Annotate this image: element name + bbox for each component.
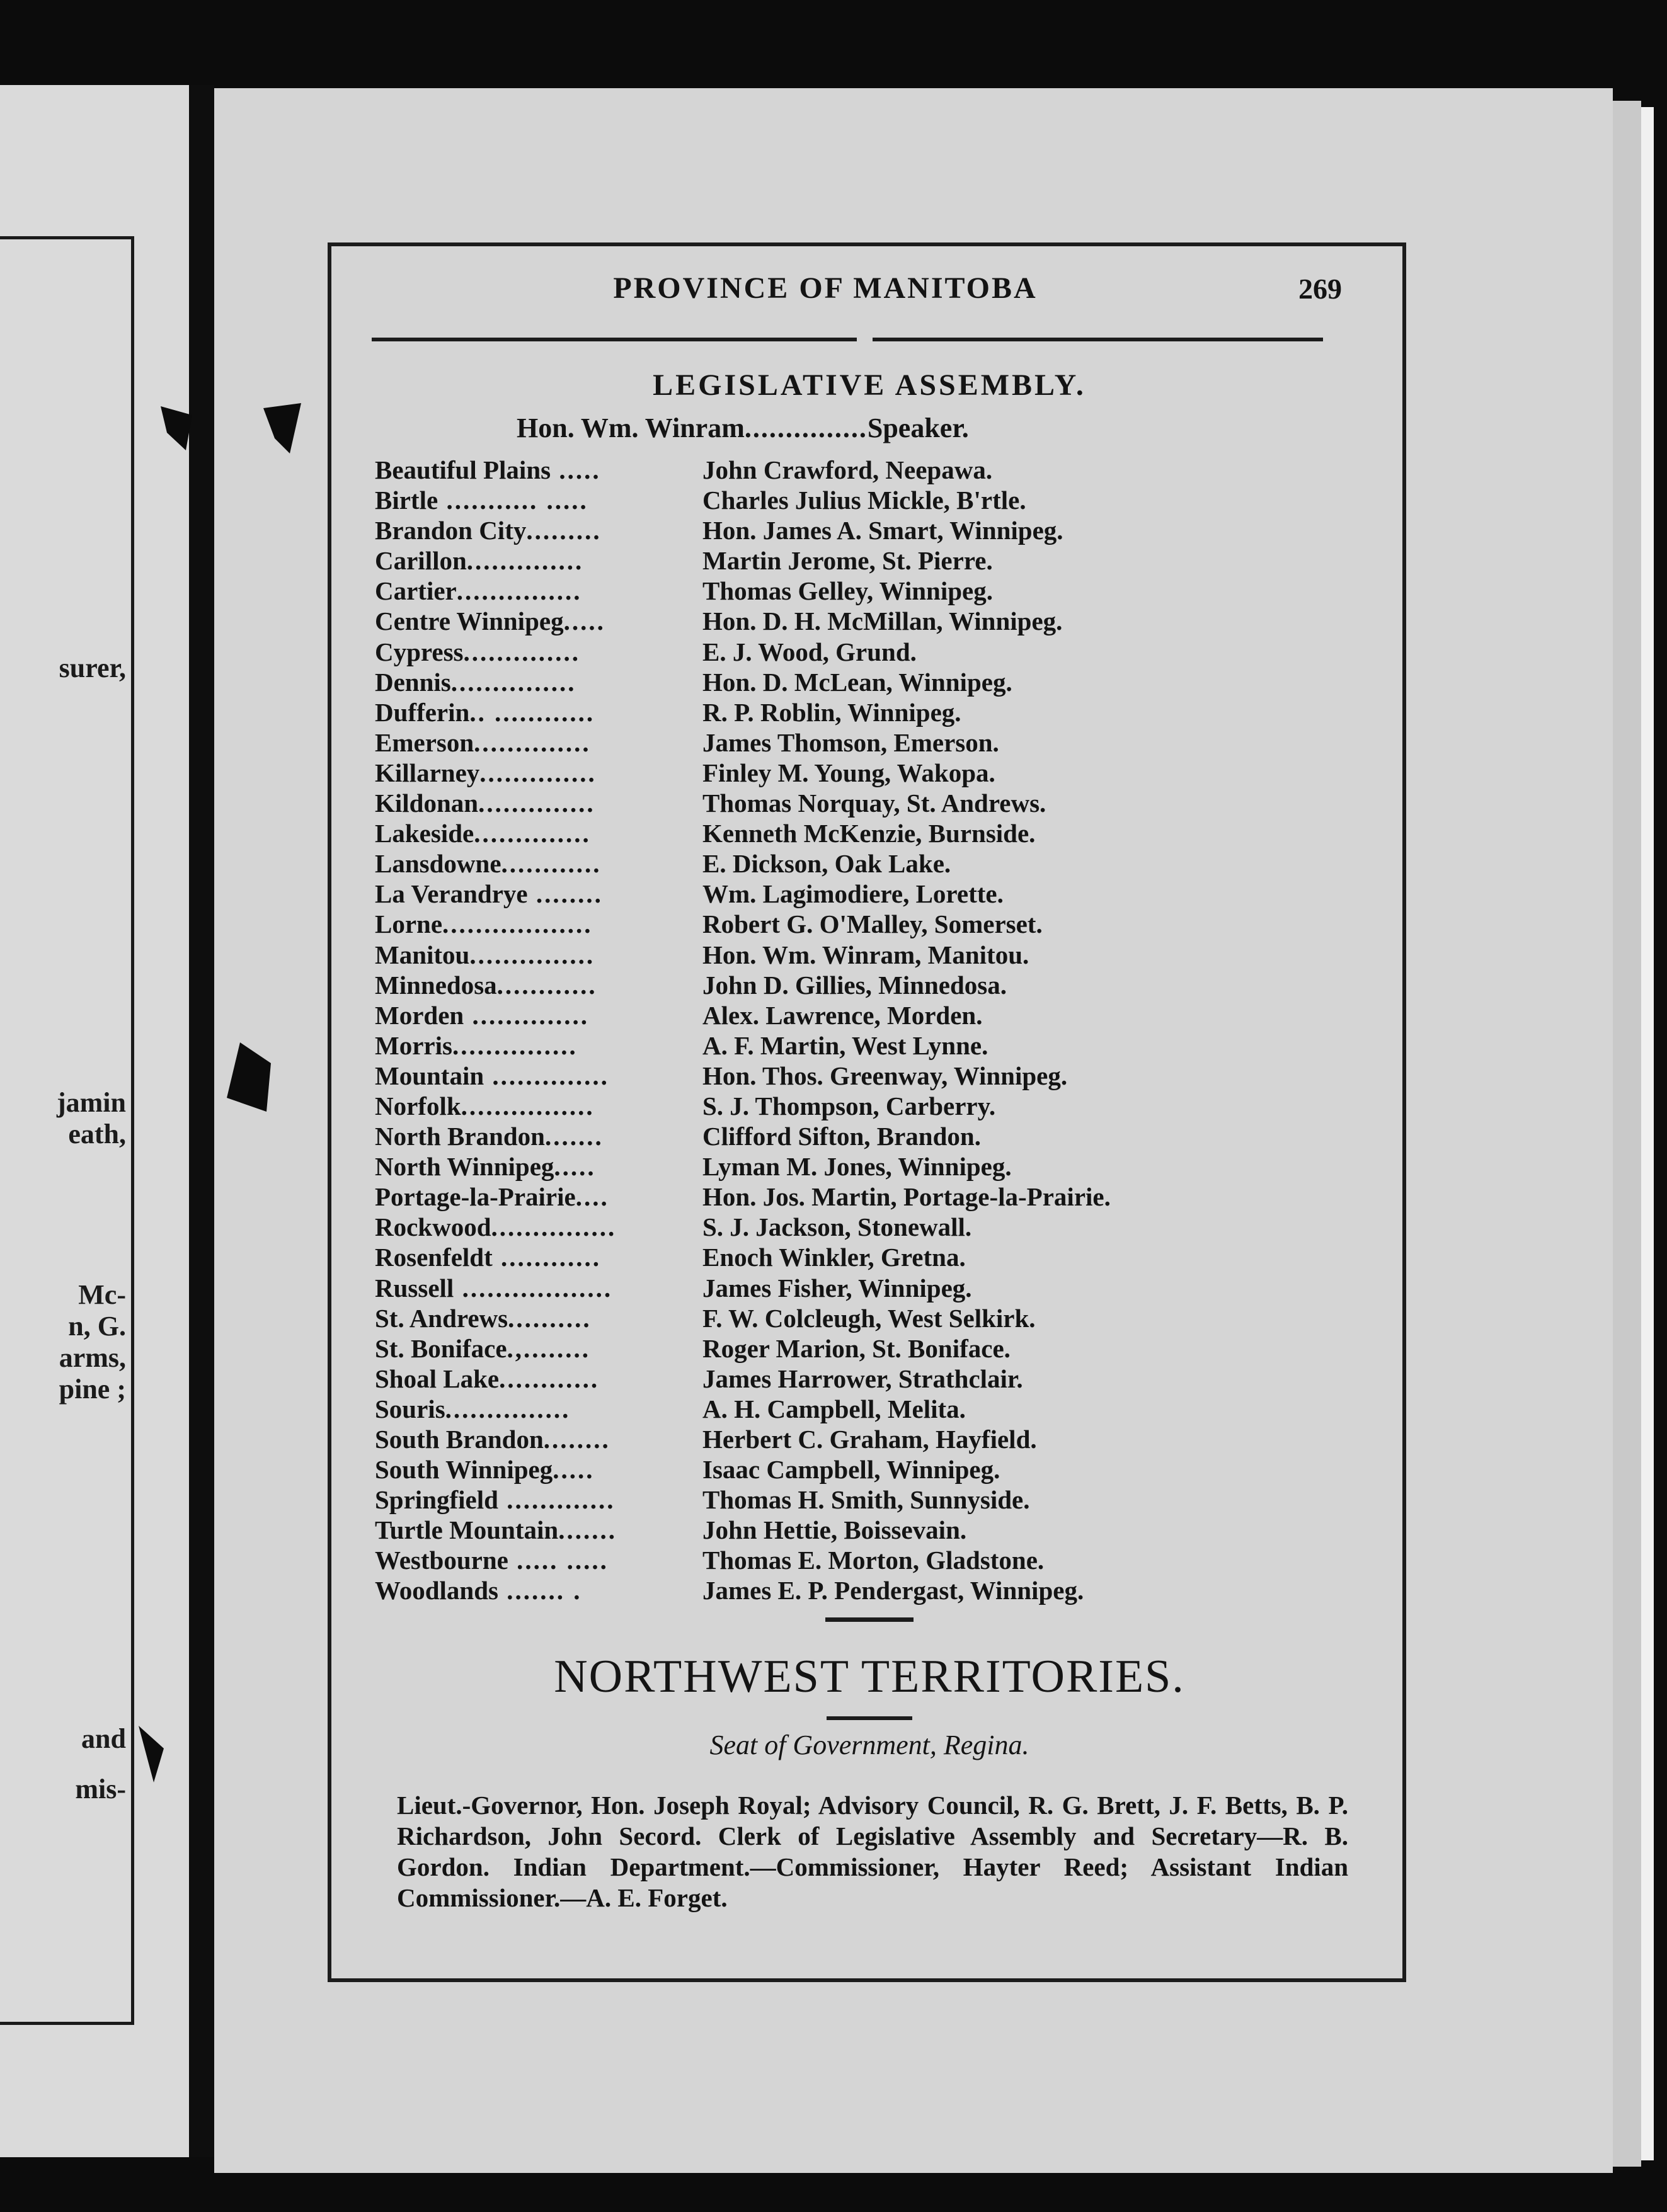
district-cell xyxy=(375,1030,702,1061)
district-name: Cypress xyxy=(375,637,464,666)
district-name: Birtle xyxy=(375,486,438,515)
leader-dots: .............. xyxy=(478,789,595,818)
leader-dots: ............... xyxy=(445,1394,571,1423)
facing-page-fragment: arms, xyxy=(59,1342,126,1373)
leader-dots: ............ xyxy=(496,970,597,1000)
leader-dots: .............. xyxy=(474,819,591,848)
page-edge-highlight xyxy=(1641,107,1654,2160)
leader-dots: .............. xyxy=(463,637,580,666)
member-row xyxy=(375,1424,1358,1454)
leader-dots: ............ xyxy=(492,1243,602,1272)
section-title: LEGISLATIVE ASSEMBLY. xyxy=(653,368,1086,402)
district-name: La Verandrye xyxy=(375,879,528,909)
member-row xyxy=(375,788,1358,818)
member-name: E. Dickson, Oak Lake. xyxy=(702,849,951,879)
member-row xyxy=(375,1091,1358,1121)
member-name: A. H. Campbell, Melita. xyxy=(702,1394,966,1423)
district-cell xyxy=(375,485,702,515)
leader-dots: .......... xyxy=(508,1303,592,1333)
district-name: Morris xyxy=(375,1030,452,1060)
member-name: E. J. Wood, Grund. xyxy=(702,637,917,666)
district-cell xyxy=(375,909,702,939)
district-cell xyxy=(375,576,702,606)
district-name: Rosenfeldt xyxy=(375,1243,493,1272)
leader-dots: ..... xyxy=(554,1152,596,1182)
section-divider xyxy=(827,1716,912,1720)
member-row xyxy=(375,1030,1358,1061)
district-cell xyxy=(375,970,702,1000)
district-cell xyxy=(375,1182,702,1212)
member-name: A. F. Martin, West Lynne. xyxy=(702,1030,988,1060)
member-row xyxy=(375,1545,1358,1575)
district-name: Norfolk xyxy=(375,1091,461,1120)
district-cell xyxy=(375,1091,702,1121)
district-cell xyxy=(375,1061,702,1091)
facing-page xyxy=(0,85,189,2157)
district-name: Mountain xyxy=(375,1061,484,1090)
facing-page-fragment: mis- xyxy=(75,1774,126,1804)
leader-dots: ............. xyxy=(498,1485,616,1515)
page-number: 269 xyxy=(1298,273,1342,305)
nwt-body: Lieut.-Governor, Hon. Joseph Royal; Advisory Council, R. G. Brett, J. F. Betts, B. P. Richardson, John Secord. Clerk of Legislative Assembly and Secretary—R. B. Gordon. Indian Department.—Commissioner, Hayter Reed; Assistant Indian Commissioner.—A. E. Forget. xyxy=(397,1791,1348,1912)
district-cell xyxy=(375,545,702,576)
district-cell xyxy=(375,1000,702,1030)
leader-dots: ..... xyxy=(553,1455,595,1485)
district-name: Woodlands xyxy=(375,1576,498,1605)
member-row xyxy=(375,727,1358,758)
book-gutter xyxy=(189,85,214,2157)
facing-page-fragment: surer, xyxy=(59,653,126,683)
facing-page-fragment: Mc- xyxy=(78,1279,126,1310)
leader-dots: .............. xyxy=(464,1000,589,1030)
district-name: Manitou xyxy=(375,940,470,969)
member-row xyxy=(375,1454,1358,1485)
leader-dots: ..... xyxy=(563,607,605,636)
member-row xyxy=(375,1212,1358,1242)
district-cell xyxy=(375,1242,702,1272)
district-cell xyxy=(375,727,702,758)
leader-dots: ............... xyxy=(456,576,582,606)
member-row xyxy=(375,455,1358,485)
district-cell xyxy=(375,818,702,848)
district-cell xyxy=(375,848,702,879)
member-row xyxy=(375,545,1358,576)
member-row xyxy=(375,1000,1358,1030)
member-name: Alex. Lawrence, Morden. xyxy=(702,1000,983,1030)
member-row xyxy=(375,1182,1358,1212)
member-row xyxy=(375,1121,1358,1151)
member-name: John Crawford, Neepawa. xyxy=(702,455,993,484)
district-name: Morden xyxy=(375,1000,464,1030)
member-name: Hon. James A. Smart, Winnipeg. xyxy=(702,516,1063,545)
district-cell xyxy=(375,1454,702,1485)
leader-dots: ............... xyxy=(452,1030,578,1060)
district-name: Turtle Mountain xyxy=(375,1515,559,1545)
district-name: South Winnipeg xyxy=(375,1455,553,1485)
district-name: Souris xyxy=(375,1394,445,1423)
district-name: Lansdowne xyxy=(375,849,501,879)
district-name: Minnedosa xyxy=(375,970,497,1000)
member-name: S. J. Jackson, Stonewall. xyxy=(702,1212,972,1242)
district-cell xyxy=(375,667,702,697)
district-name: Springfield xyxy=(375,1485,498,1515)
member-name: Finley M. Young, Wakopa. xyxy=(702,758,995,787)
member-row xyxy=(375,1061,1358,1091)
district-cell xyxy=(375,1303,702,1333)
member-name: John Hettie, Boissevain. xyxy=(702,1515,967,1545)
nwt-title: NORTHWEST TERRITORIES. xyxy=(554,1651,1185,1702)
member-name: Hon. Thos. Greenway, Winnipeg. xyxy=(702,1061,1068,1090)
district-cell xyxy=(375,606,702,636)
leader-dots: ........ xyxy=(543,1425,610,1454)
district-name: Shoal Lake xyxy=(375,1364,500,1393)
member-name: S. J. Thompson, Carberry. xyxy=(702,1091,996,1120)
district-name: Cartier xyxy=(375,576,457,606)
leader-dots: ............... xyxy=(469,940,595,969)
members-list xyxy=(375,455,1358,1606)
facing-page-fragment: and xyxy=(81,1723,126,1754)
member-name: James Thomson, Emerson. xyxy=(702,727,999,757)
leader-dots: ........... ..... xyxy=(438,486,588,515)
district-cell xyxy=(375,1151,702,1182)
member-row xyxy=(375,576,1358,606)
district-name: Dennis xyxy=(375,667,451,697)
member-name: Isaac Campbell, Winnipeg. xyxy=(702,1455,1000,1485)
district-name: St. Andrews xyxy=(375,1303,508,1333)
leader-dots: ........ xyxy=(527,879,603,909)
leader-dots: ......... xyxy=(526,516,602,545)
member-name: Herbert C. Graham, Hayfield. xyxy=(702,1425,1037,1454)
member-name: Hon. D. H. McMillan, Winnipeg. xyxy=(702,607,1063,636)
facing-page-fragment: n, G. xyxy=(68,1311,126,1342)
member-name: Thomas E. Morton, Gladstone. xyxy=(702,1546,1045,1575)
leader-dots: .. ............ xyxy=(469,697,595,727)
member-row xyxy=(375,485,1358,515)
district-cell xyxy=(375,788,702,818)
leader-dots: .................. xyxy=(454,1273,613,1303)
member-name: John D. Gillies, Minnedosa. xyxy=(702,970,1007,1000)
district-name: Beautiful Plains xyxy=(375,455,551,484)
district-name: North Brandon xyxy=(375,1122,545,1151)
leader-dots: ....... xyxy=(544,1122,604,1151)
facing-page-fragment: eath, xyxy=(68,1119,126,1149)
member-row xyxy=(375,818,1358,848)
district-cell xyxy=(375,1575,702,1605)
member-name: Enoch Winkler, Gretna. xyxy=(702,1243,966,1272)
leader-dots: .............. xyxy=(474,727,591,757)
district-name: Lakeside xyxy=(375,819,474,848)
district-name: St. Boniface xyxy=(375,1333,507,1363)
leader-dots: ............... xyxy=(450,667,576,697)
member-row xyxy=(375,758,1358,788)
member-row xyxy=(375,1242,1358,1272)
leader-dots: ....... . xyxy=(498,1576,582,1605)
member-name: James E. P. Pendergast, Winnipeg. xyxy=(702,1576,1084,1605)
member-row xyxy=(375,970,1358,1000)
leader-dots: ..... ..... xyxy=(508,1546,609,1575)
member-row xyxy=(375,606,1358,636)
member-name: James Fisher, Winnipeg. xyxy=(702,1273,972,1303)
district-cell xyxy=(375,515,702,545)
member-name: Thomas Gelley, Winnipeg. xyxy=(702,576,993,606)
member-row xyxy=(375,1333,1358,1364)
district-name: Killarney xyxy=(375,758,480,787)
member-row xyxy=(375,697,1358,727)
page-edge xyxy=(1613,101,1641,2167)
member-name: Thomas Norquay, St. Andrews. xyxy=(702,789,1046,818)
member-name: F. W. Colcleugh, West Selkirk. xyxy=(702,1303,1036,1333)
member-row xyxy=(375,1394,1358,1424)
district-cell xyxy=(375,1121,702,1151)
district-name: Kildonan xyxy=(375,789,479,818)
district-cell xyxy=(375,1545,702,1575)
district-name: Carillon xyxy=(375,546,467,576)
leader-dots: ............ xyxy=(499,1364,600,1393)
member-name: Kenneth McKenzie, Burnside. xyxy=(702,819,1036,848)
leader-dots: ....... xyxy=(558,1515,617,1545)
member-name: Roger Marion, St. Boniface. xyxy=(702,1333,1011,1363)
district-name: South Brandon xyxy=(375,1425,544,1454)
district-cell xyxy=(375,879,702,909)
facing-page-fragment: pine ; xyxy=(59,1374,126,1405)
member-name: Lyman M. Jones, Winnipeg. xyxy=(702,1152,1012,1182)
district-name: Dufferin xyxy=(375,697,470,727)
leader-dots: .............. xyxy=(484,1061,609,1090)
district-cell xyxy=(375,637,702,667)
section-divider xyxy=(825,1617,914,1622)
member-row xyxy=(375,848,1358,879)
member-name: Martin Jerome, St. Pierre. xyxy=(702,546,993,576)
member-row xyxy=(375,940,1358,970)
district-name: Centre Winnipeg xyxy=(375,607,564,636)
member-row xyxy=(375,1364,1358,1394)
leader-dots: ................ xyxy=(461,1091,595,1120)
header-rule xyxy=(372,338,857,341)
header-rule xyxy=(873,338,1323,341)
leader-dots: ............... xyxy=(491,1212,617,1242)
member-name: Robert G. O'Malley, Somerset. xyxy=(702,909,1043,939)
district-cell xyxy=(375,455,702,485)
district-name: Rockwood xyxy=(375,1212,491,1242)
member-row xyxy=(375,637,1358,667)
member-row xyxy=(375,1151,1358,1182)
leader-dots: ............ xyxy=(501,849,602,879)
speaker-name: Hon. Wm. Winram xyxy=(517,413,745,443)
district-cell xyxy=(375,758,702,788)
district-name: Westbourne xyxy=(375,1546,508,1575)
member-name: Charles Julius Mickle, B'rtle. xyxy=(702,486,1026,515)
district-cell xyxy=(375,1515,702,1545)
district-name: Russell xyxy=(375,1273,454,1303)
member-row xyxy=(375,1485,1358,1515)
leader-dots: .,........ xyxy=(507,1333,591,1363)
district-name: North Winnipeg xyxy=(375,1152,554,1182)
member-row xyxy=(375,909,1358,939)
member-row xyxy=(375,1515,1358,1545)
district-cell xyxy=(375,1273,702,1303)
member-row xyxy=(375,879,1358,909)
district-cell xyxy=(375,1364,702,1394)
member-name: Clifford Sifton, Brandon. xyxy=(702,1122,981,1151)
member-row xyxy=(375,667,1358,697)
member-name: Thomas H. Smith, Sunnyside. xyxy=(702,1485,1030,1515)
district-cell xyxy=(375,940,702,970)
member-name: James Harrower, Strathclair. xyxy=(702,1364,1023,1393)
leader-dots: .................. xyxy=(442,909,593,939)
member-name: Wm. Lagimodiere, Lorette. xyxy=(702,879,1004,909)
speaker-line xyxy=(517,412,1184,444)
district-cell xyxy=(375,1212,702,1242)
facing-page-fragment: jamin xyxy=(57,1087,126,1118)
district-name: Emerson xyxy=(375,727,474,757)
district-cell xyxy=(375,1394,702,1424)
running-head: PROVINCE OF MANITOBA xyxy=(613,271,1038,305)
nwt-seat: Seat of Government, Regina. xyxy=(709,1730,1029,1760)
member-name: Hon. Wm. Winram, Manitou. xyxy=(702,940,1029,969)
member-row xyxy=(375,515,1358,545)
member-row xyxy=(375,1575,1358,1605)
leader-dots: ............... xyxy=(744,413,868,443)
speaker-role: Speaker. xyxy=(867,413,969,443)
district-cell xyxy=(375,697,702,727)
member-name: Hon. D. McLean, Winnipeg. xyxy=(702,667,1012,697)
member-row xyxy=(375,1273,1358,1303)
district-cell xyxy=(375,1333,702,1364)
leader-dots: .... xyxy=(575,1182,609,1212)
member-row xyxy=(375,1303,1358,1333)
district-cell xyxy=(375,1485,702,1515)
district-cell xyxy=(375,1424,702,1454)
member-name: Hon. Jos. Martin, Portage-la-Prairie. xyxy=(702,1182,1111,1212)
leader-dots: .............. xyxy=(479,758,597,787)
leader-dots: .............. xyxy=(466,546,584,576)
district-name: Lorne xyxy=(375,909,443,939)
leader-dots: ..... xyxy=(551,455,601,484)
member-name: R. P. Roblin, Winnipeg. xyxy=(702,697,961,727)
district-name: Portage-la-Prairie xyxy=(375,1182,576,1212)
district-name: Brandon City xyxy=(375,516,527,545)
